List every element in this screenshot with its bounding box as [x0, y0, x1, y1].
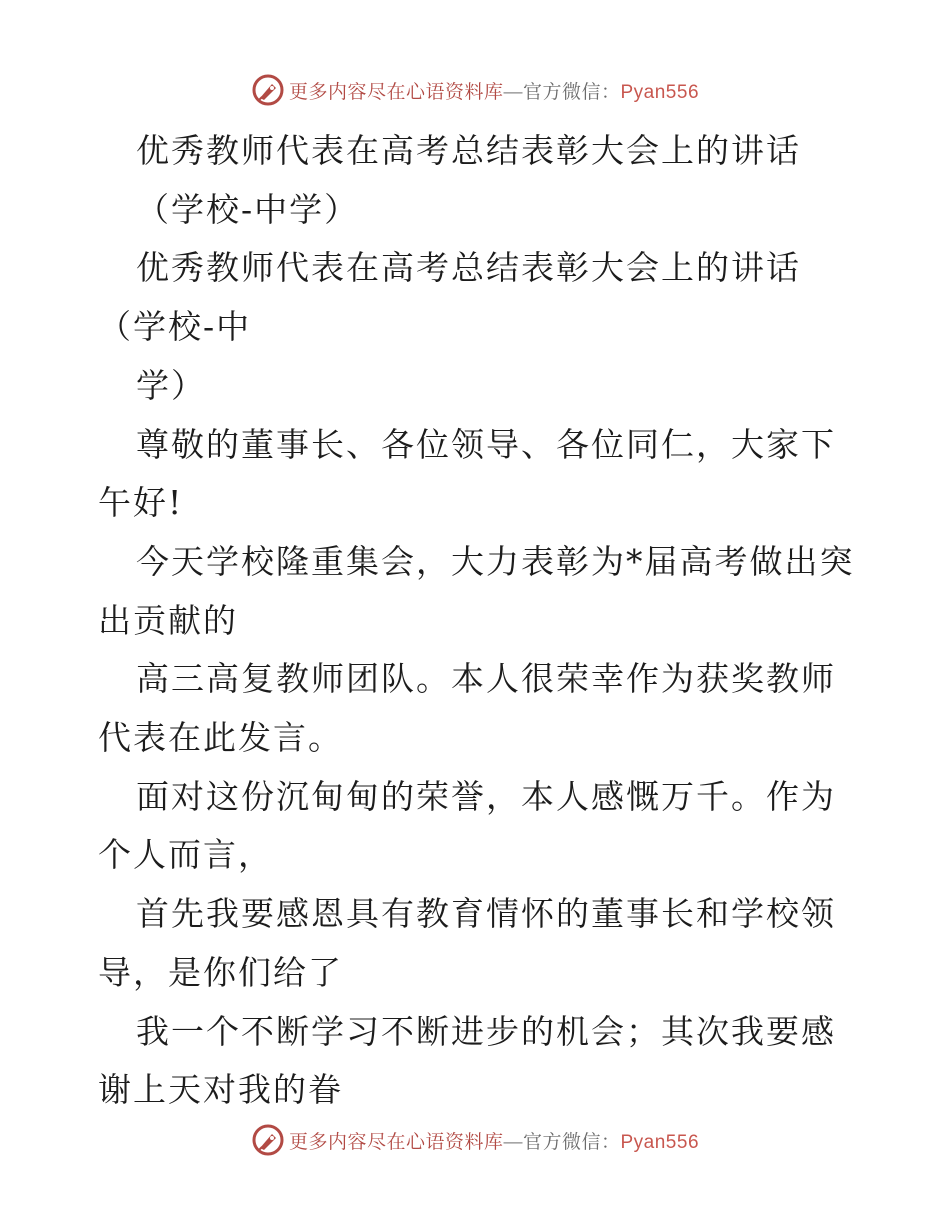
paragraph: 我一个不断学习不断进步的机会；其次我要感谢上天对我的眷 — [98, 1011, 836, 1110]
watermark-text: 更多内容尽在心语资料库—官方微信：Pyan556 — [288, 1131, 700, 1153]
paragraph: 尊敬的董事长、各位领导、各位同仁，大家下午好! — [98, 424, 836, 523]
paragraph: 高三高复教师团队。本人很荣幸作为获奖教师代表在此发言。 — [98, 659, 836, 758]
paragraph: 优秀教师代表在高考总结表彰大会上的讲话（学校-中 — [98, 248, 801, 347]
header-watermark — [0, 70, 950, 110]
paragraph: 首先我要感恩具有教育情怀的董事长和学校领导，是你们给了 — [98, 894, 836, 992]
pen-nib-logo-icon — [251, 1123, 285, 1157]
paragraph: 今天学校隆重集会，大力表彰为*届高考做出突出贡献的 — [98, 541, 855, 640]
watermark-text: 更多内容尽在心语资料库—官方微信：Pyan556 — [288, 81, 700, 103]
footer-watermark — [0, 1120, 950, 1160]
pen-nib-logo-icon — [251, 73, 285, 107]
paragraph: 学） — [136, 365, 206, 405]
document-subtitle: （学校-中学） — [136, 189, 360, 229]
document-body — [98, 122, 858, 1120]
paragraph: 面对这份沉甸甸的荣誉，本人感慨万千。作为个人而言， — [98, 776, 836, 875]
document-title: 优秀教师代表在高考总结表彰大会上的讲话 — [136, 131, 801, 170]
